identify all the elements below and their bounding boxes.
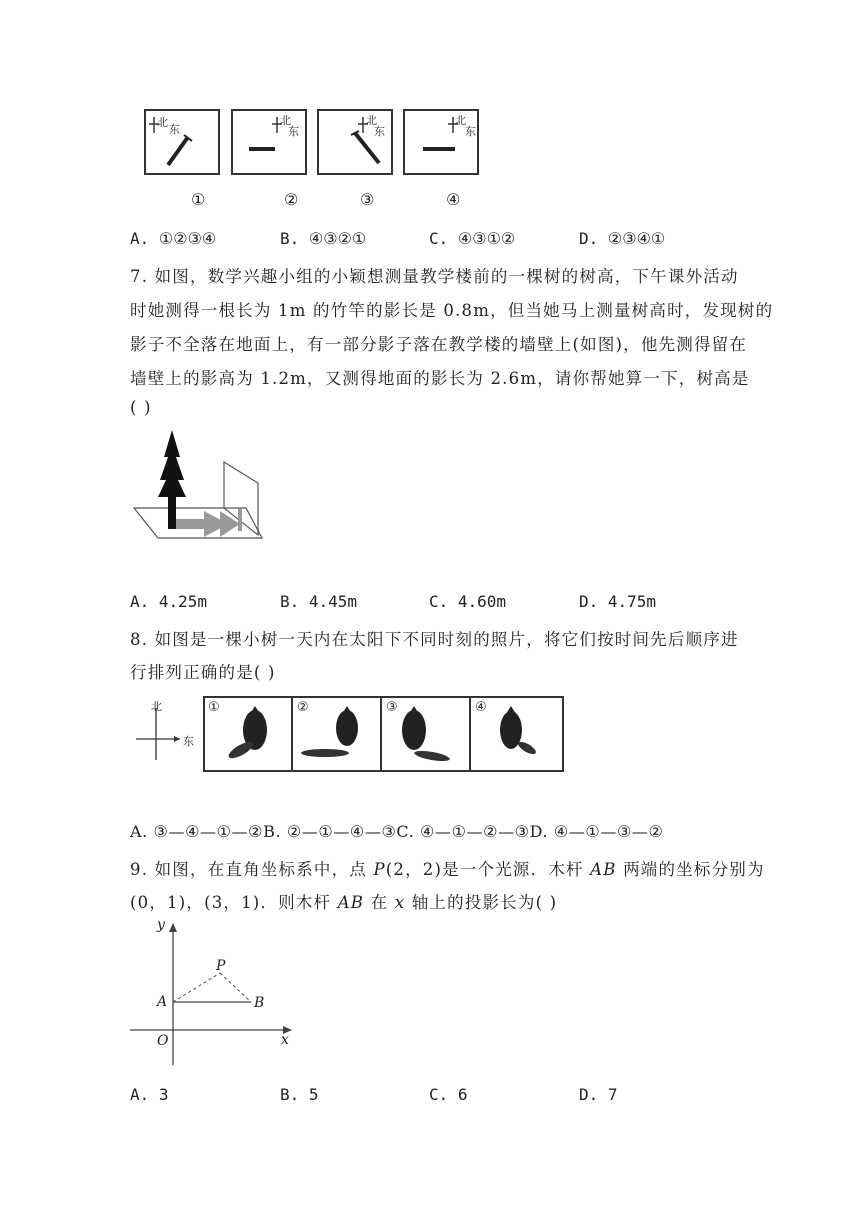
q9-option-d[interactable]: D. 7 — [579, 1085, 618, 1104]
q8-text-line-1: 8. 如图是一棵小树一天内在太阳下不同时刻的照片，将它们按时间先后顺序进 — [130, 630, 739, 649]
q9-text: 两端的坐标分别为 — [616, 860, 765, 879]
east-label: 东 — [288, 125, 299, 138]
q9-text: (2，2)是一个光源．木杆 — [385, 860, 591, 879]
q7-answer-blank: ( ) — [130, 398, 152, 417]
q8-options[interactable]: A. ③—④—①—②B. ②—①—④—③C. ④—①—②—③D. ④—①—③—② — [130, 822, 664, 841]
segment-ab: AB — [590, 860, 617, 879]
q9-option-a[interactable]: A. 3 — [130, 1085, 169, 1104]
stick-shadow-image — [319, 111, 391, 173]
q9-option-b[interactable]: B. 5 — [280, 1085, 319, 1104]
q9-coordinate-figure — [128, 915, 298, 1075]
north-label: 北 — [151, 700, 162, 713]
q9-text-line-1 — [130, 856, 765, 880]
q8-label-2: ② — [297, 700, 309, 715]
q7-text-line-2: 时她测得一根长为 1m 的竹竿的影长是 0.8m，但当她马上测量树高时，发现树的 — [130, 301, 774, 320]
tree-shadow-image — [205, 698, 291, 768]
q6-panel-1 — [144, 109, 220, 175]
q9-text: 9. 如图，在直角坐标系中，点 — [130, 860, 374, 879]
q6-panel-3 — [317, 109, 393, 175]
q9-option-c[interactable]: C. 6 — [429, 1085, 468, 1104]
q8-label-3: ③ — [386, 700, 398, 715]
x-axis-label: x — [281, 1032, 290, 1048]
q7-option-c[interactable]: C. 4.60m — [429, 592, 507, 611]
q7-option-d[interactable]: D. 4.75m — [579, 592, 657, 611]
q6-option-b[interactable]: B. ④③②① — [280, 229, 367, 248]
north-label: 北 — [157, 116, 168, 129]
q9-text: 在 — [364, 893, 395, 912]
q6-panel-2 — [231, 109, 307, 175]
north-label: 北 — [280, 114, 291, 127]
point-a-label: A — [157, 994, 168, 1010]
q6-panel-4 — [403, 109, 479, 175]
east-label: 东 — [465, 125, 476, 138]
tree-shadow-image — [382, 698, 468, 768]
q7-text-line-1: 7. 如图，数学兴趣小组的小颖想测量教学楼前的一棵树的树高，下午课外活动 — [130, 267, 739, 286]
segment-ab: AB — [337, 893, 365, 912]
north-label: 北 — [455, 114, 466, 127]
q7-option-a[interactable]: A. 4.25m — [130, 592, 208, 611]
x-axis-var: x — [394, 893, 406, 912]
q6-option-c[interactable]: C. ④③①② — [429, 229, 516, 248]
point-b-label: B — [254, 995, 265, 1011]
q7-text-line-3: 影子不全落在地面上，有一部分影子落在教学楼的墙壁上(如图)，他先测得留在 — [130, 335, 748, 354]
q6-label-4: ④ — [446, 190, 461, 209]
q6-label-3: ③ — [360, 190, 375, 209]
q7-option-b[interactable]: B. 4.45m — [280, 592, 358, 611]
stick-shadow-image — [233, 111, 305, 173]
q6-option-a[interactable]: A. ①②③④ — [130, 229, 217, 248]
q7-tree-wall-figure — [128, 425, 268, 545]
q9-text-line-2 — [130, 889, 557, 913]
q6-option-d[interactable]: D. ②③④① — [579, 229, 666, 248]
q7-text-line-4: 墙壁上的影高为 1.2m，又测得地面的影长为 2.6m，请你帮她算一下，树高是 — [130, 369, 750, 388]
origin-label: O — [157, 1033, 169, 1049]
q8-label-4: ④ — [475, 700, 487, 715]
q9-text: (0，1)，(3，1)．则木杆 — [130, 893, 338, 912]
tree-shadow-image — [471, 698, 557, 768]
point-p-label: P — [216, 958, 226, 974]
tree-shadow-image — [293, 698, 379, 768]
q8-text-line-2: 行排列正确的是( ) — [130, 663, 276, 682]
q6-label-1: ① — [191, 190, 206, 209]
point-p: P — [373, 860, 386, 879]
q8-label-1: ① — [208, 700, 220, 715]
east-label: 东 — [183, 735, 194, 748]
y-axis-label: y — [157, 917, 166, 933]
q6-label-2: ② — [284, 190, 299, 209]
east-label: 东 — [374, 125, 385, 138]
q9-text: 轴上的投影长为( ) — [405, 893, 558, 912]
east-label: 东 — [169, 123, 180, 136]
north-label: 北 — [366, 114, 377, 127]
stick-shadow-image — [405, 111, 477, 173]
